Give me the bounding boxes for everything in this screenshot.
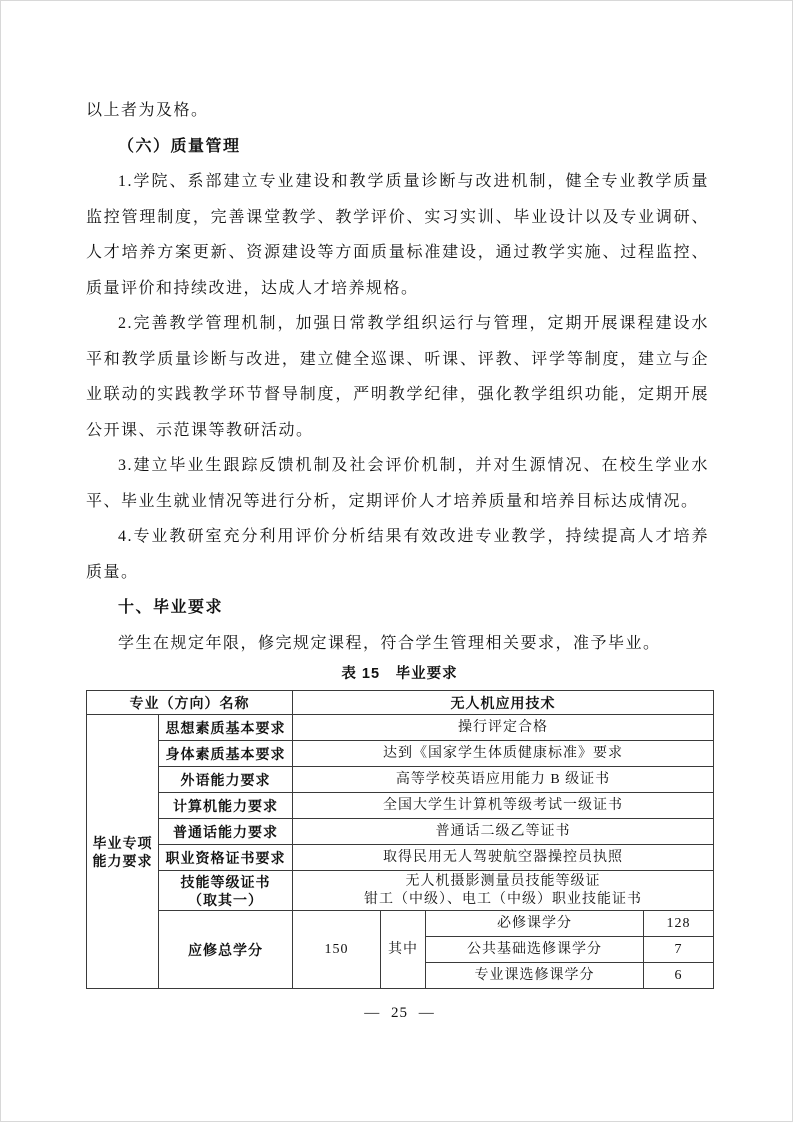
credit-breakdown-value-cell: 6 (644, 963, 714, 989)
requirement-label-cell: 计算机能力要求 (159, 793, 293, 819)
credit-breakdown-value-cell: 128 (644, 911, 714, 937)
credit-breakdown-label-cell: 必修课学分 (426, 911, 644, 937)
table-row (87, 741, 714, 767)
paragraph-intro-tail: 以上者为及格。 (86, 102, 209, 119)
requirement-label-cell: 外语能力要求 (159, 767, 293, 793)
requirement-value-cell: 全国大学生计算机等级考试一级证书 (293, 793, 714, 819)
skill-certificate-label-cell (159, 871, 293, 911)
credits-among-cell: 其中 (381, 911, 426, 989)
paragraph-quality-4: 4.专业教研室充分利用评价分析结果有效改进专业教学，持续提高人才培养质量。 (86, 528, 709, 581)
skill-certificate-value-line1: 无人机摄影测量员技能等级证 (405, 873, 601, 889)
requirement-label-cell: 思想素质基本要求 (159, 715, 293, 741)
credits-label-cell: 应修总学分 (159, 911, 293, 989)
requirement-value-cell: 达到《国家学生体质健康标准》要求 (293, 741, 714, 767)
skill-certificate-value-cell (293, 871, 714, 911)
section-heading-quality-management: （六）质量管理 (118, 137, 241, 155)
requirement-value-cell: 取得民用无人驾驶航空器操控员执照 (293, 845, 714, 871)
skill-certificate-label-line1: 技能等级证书 (180, 873, 271, 890)
skill-certificate-label-line2: （取其一） (188, 891, 263, 908)
credit-breakdown-label-cell: 专业课选修课学分 (426, 963, 644, 989)
table-row (87, 715, 714, 741)
table-row (87, 793, 714, 819)
paragraph-quality-2: 2.完善教学管理机制，加强日常教学组织运行与管理，定期开展课程建设水平和教学质量诊断与改进，建立健全巡课、听课、评教、评学等制度，建立与企业联动的实践教学环节督导制度，严明教学纪律，强化教学组织功能，定期开展公开课、示范课等教研活动。 (86, 315, 709, 439)
header-major-name-cell: 专业（方向）名称 (87, 691, 293, 715)
table-row (87, 767, 714, 793)
credits-total-cell: 150 (293, 911, 381, 989)
requirement-value-cell: 操行评定合格 (293, 715, 714, 741)
credits-row (87, 911, 714, 937)
body-text (86, 93, 709, 661)
skill-certificate-value-line2: 钳工（中级）、电工（中级）职业技能证书 (364, 891, 642, 907)
paragraph-quality-1: 1.学院、系部建立专业建设和教学质量诊断与改进机制，健全专业教学质量监控管理制度，完善课堂教学、教学评价、实习实训、毕业设计以及专业调研、人才培养方案更新、资源建设等方面质量标准建设，通过教学实施、过程监控、质量评价和持续改进，达成人才培养规格。 (86, 173, 709, 297)
row-group-label-cell (87, 715, 159, 989)
table-caption: 表 15 毕业要求 (341, 666, 458, 682)
header-major-value-cell: 无人机应用技术 (293, 691, 714, 715)
credit-breakdown-value-cell: 7 (644, 937, 714, 963)
section-heading-graduation-requirements: 十、毕业要求 (118, 599, 224, 616)
row-group-label-line2: 能力要求 (92, 852, 153, 869)
requirement-label-cell: 普通话能力要求 (159, 819, 293, 845)
table-row (87, 819, 714, 845)
paragraph-quality-3: 3.建立毕业生跟踪反馈机制及社会评价机制，并对生源情况、在校生学业水平、毕业生就业情况等进行分析，定期评价人才培养质量和培养目标达成情况。 (86, 457, 709, 510)
requirement-label-cell: 身体素质基本要求 (159, 741, 293, 767)
requirement-value-cell: 普通话二级乙等证书 (293, 819, 714, 845)
skill-certificate-row (87, 871, 714, 911)
table-row (87, 845, 714, 871)
paragraph-graduation-rule: 学生在规定年限，修完规定课程，符合学生管理相关要求，准予毕业。 (118, 634, 661, 652)
table-header-row (87, 691, 714, 715)
footer-page-number: — 25 — (364, 1005, 435, 1021)
credit-breakdown-label-cell: 公共基础选修课学分 (426, 937, 644, 963)
graduation-requirements-table (86, 690, 714, 989)
requirement-label-cell: 职业资格证书要求 (159, 845, 293, 871)
row-group-label-line1: 毕业专项 (92, 834, 153, 851)
requirement-value-cell: 高等学校英语应用能力 B 级证书 (293, 767, 714, 793)
